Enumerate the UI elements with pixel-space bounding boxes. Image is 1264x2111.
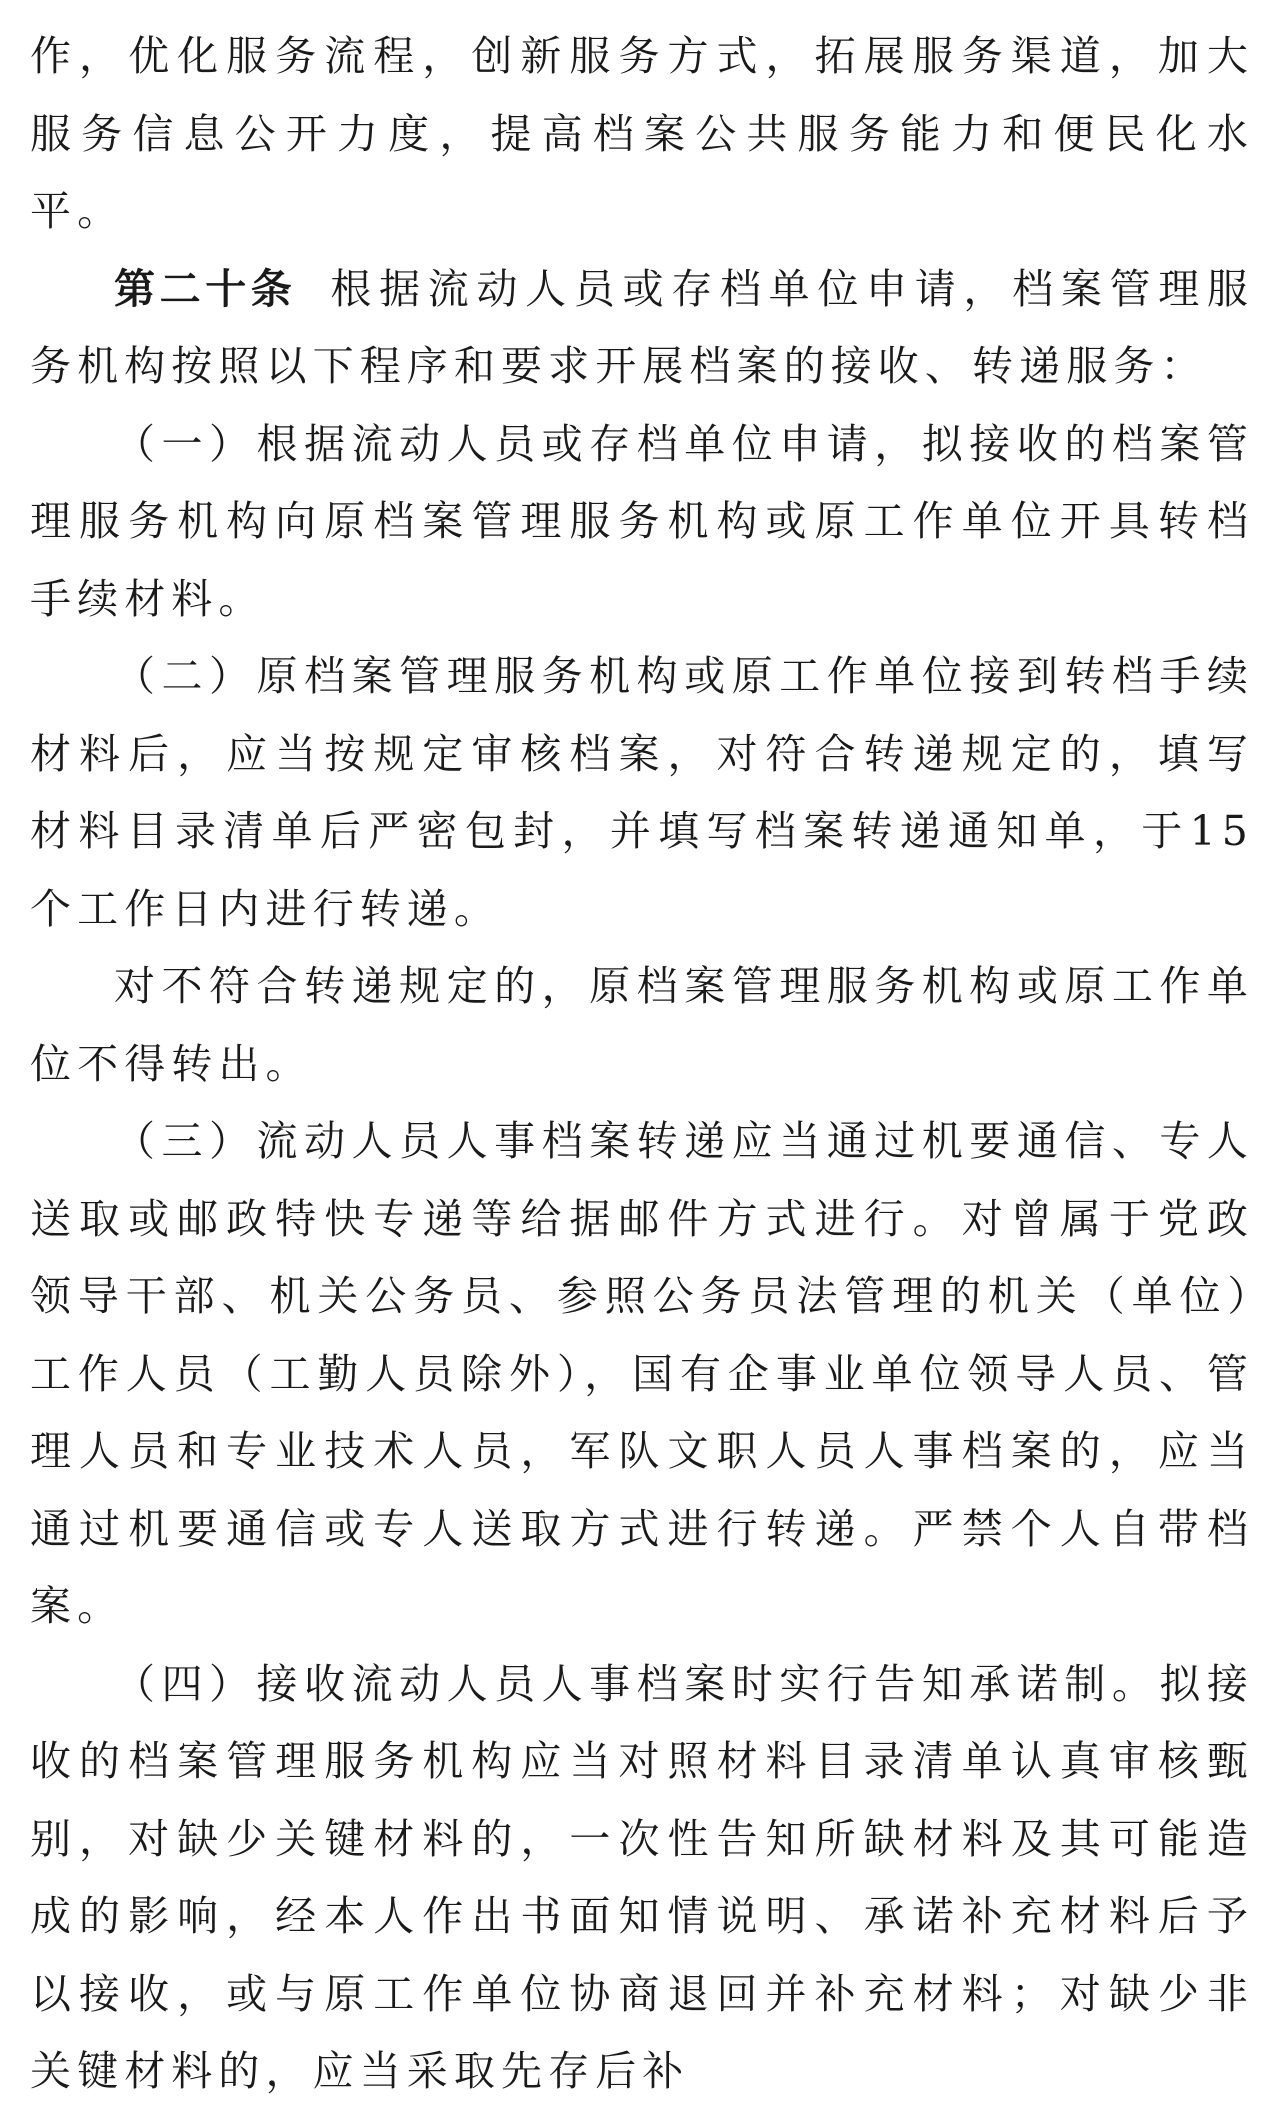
paragraph-text: （二）原档案管理服务机构或原工作单位接到转档手续材料后，应当按规定审核档案，对符合转递规定的，填写材料目录清单后严密包封，并填写档案转递通知单，于15个工作日内进行转递。 [30,652,1254,933]
paragraph-continuation [30,18,1254,251]
paragraph-item-2-note [30,948,1254,1103]
paragraph-text: 对不符合转递规定的，原档案管理服务机构或原工作单位不得转出。 [30,962,1254,1088]
paragraph-article-20 [30,251,1254,406]
paragraph-text: （一）根据流动人员或存档单位申请，拟接收的档案管理服务机构向原档案管理服务机构或原工作单位开具转档手续材料。 [30,419,1254,623]
paragraph-text: 根据流动人员或存档单位申请，档案管理服务机构按照以下程序和要求开展档案的接收、转递服务： [30,264,1255,390]
paragraph-text: 作，优化服务流程，创新服务方式，拓展服务渠道，加大服务信息公开力度，提高档案公共服务能力和便民化水平。 [30,32,1254,235]
paragraph-text: （三）流动人员人事档案转递应当通过机要通信、专人送取或邮政特快专递等给据邮件方式进行。对曾属于党政领导干部、机关公务员、参照公务员法管理的机关（单位）工作人员（工勤人员除外），国有企事业单位领导人员、管理人员和专业技术人员，军队文职人员人事档案的，应当通过机要通信或专人送取方式进行转递。严禁个人自带档案。 [30,1117,1254,1630]
paragraph-text: （四）接收流动人员人事档案时实行告知承诺制。拟接收的档案管理服务机构应当对照材料目录清单认真审核甄别，对缺少关键材料的，一次性告知所缺材料及其可能造成的影响，经本人作出书面知情说明、承诺补充材料后予以接收，或与原工作单位协商退回并补充材料；对缺少非关键材料的，应当采取先存后补 [30,1659,1254,2095]
article-label: 第二十条 [114,264,297,313]
paragraph-item-2 [30,638,1254,948]
paragraph-item-1 [30,406,1254,639]
paragraph-item-3 [30,1103,1254,1646]
paragraph-item-4 [30,1646,1254,2111]
